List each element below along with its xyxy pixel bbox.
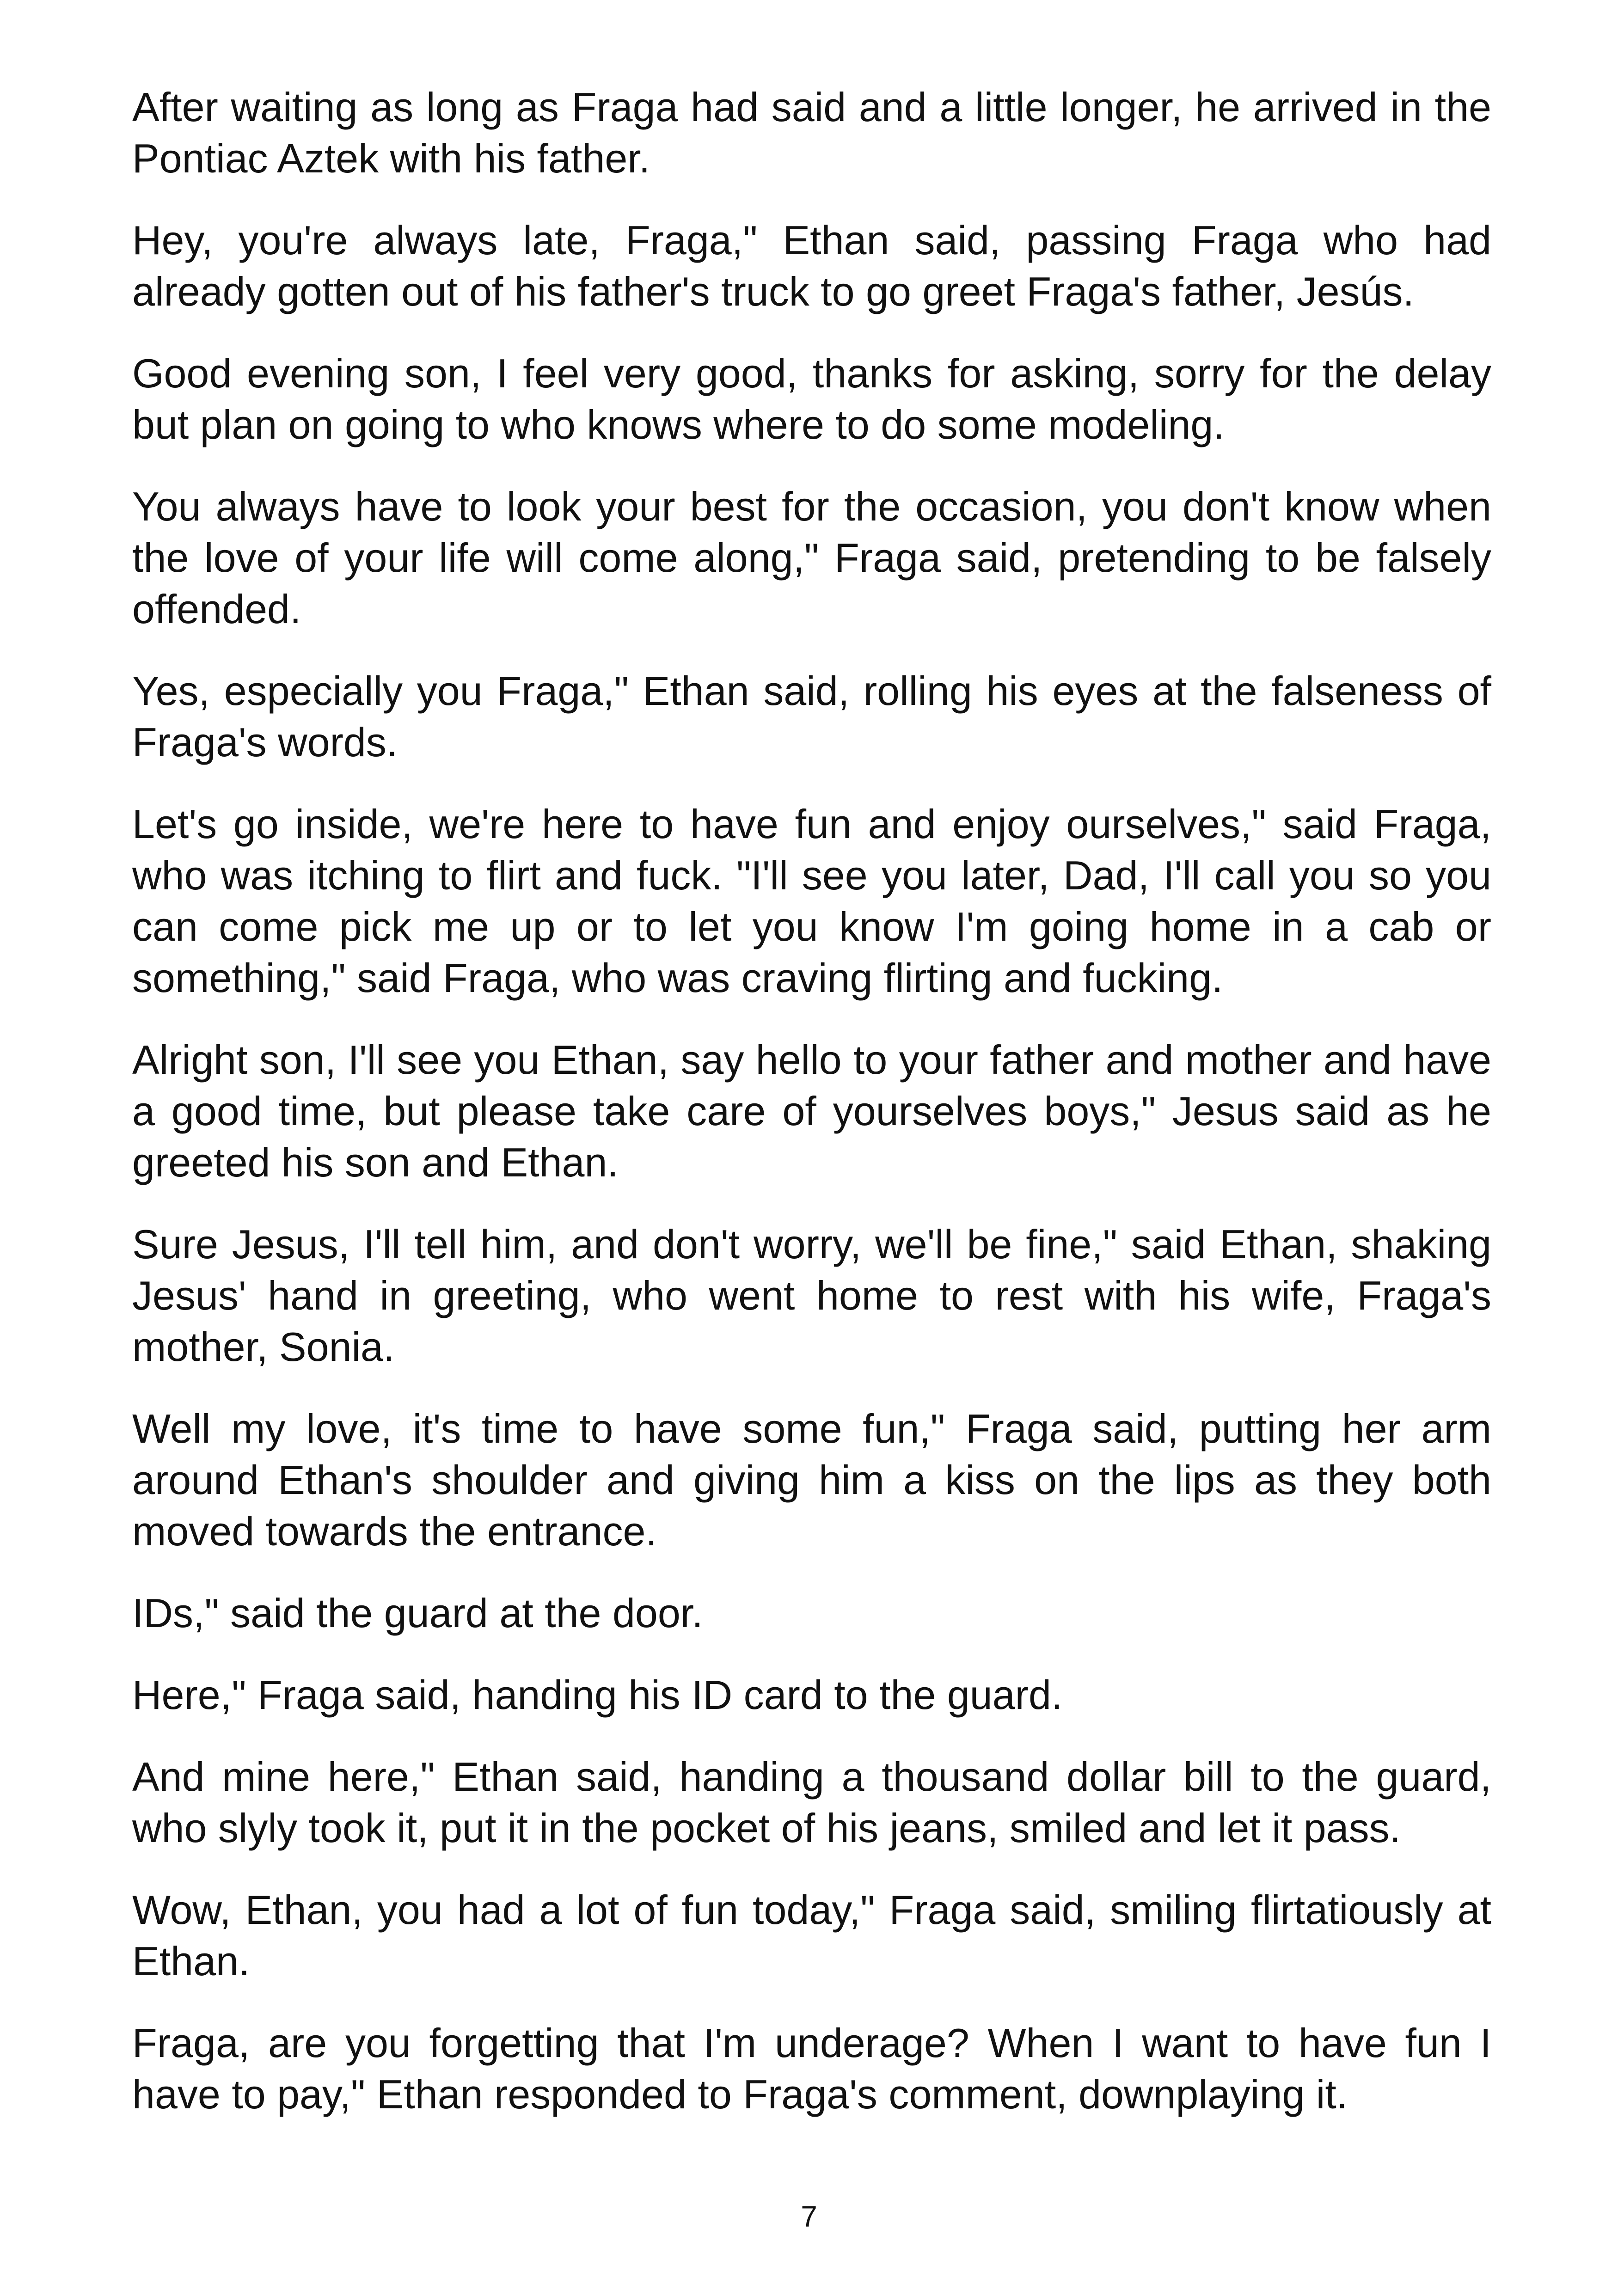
paragraph: Yes, especially you Fraga," Ethan said, rolling his eyes at the falseness of Fraga's words. (132, 668, 1491, 765)
paragraph: IDs," said the guard at the door. (132, 1590, 703, 1636)
paragraph: Let's go inside, we're here to have fun and enjoy ourselves," said Fraga, who was itching to flirt and fuck. "I'll see you later, Dad, I'll call you so you can come pick me up or to let you know I'm going home in a cab or something," said Fraga, who was craving flirting and fucking. (132, 801, 1491, 1001)
paragraph: Alright son, I'll see you Ethan, say hello to your father and mother and have a good time, but please take care of yourselves boys," Jesus said as he greeted his son and Ethan. (132, 1037, 1491, 1185)
page-number: 7 (801, 2200, 817, 2233)
paragraph: Fraga, are you forgetting that I'm underage? When I want to have fun I have to pay," Ethan responded to Fraga's comment, downplaying it. (132, 2020, 1491, 2117)
paragraph: After waiting as long as Fraga had said and a little longer, he arrived in the Pontiac Aztek with his father. (132, 84, 1491, 181)
paragraph: Here," Fraga said, handing his ID card to the guard. (132, 1672, 1063, 1718)
paragraph: Hey, you're always late, Fraga," Ethan said, passing Fraga who had already gotten out of his father's truck to go greet Fraga's father, Jesús. (132, 217, 1491, 314)
paragraph: Well my love, it's time to have some fun," Fraga said, putting her arm around Ethan's shoulder and giving him a kiss on the lips as they both moved towards the entrance. (132, 1406, 1491, 1554)
paragraph: Wow, Ethan, you had a lot of fun today," Fraga said, smiling flirtatiously at Ethan. (132, 1887, 1491, 1984)
paragraph: And mine here," Ethan said, handing a thousand dollar bill to the guard, who slyly took it, put it in the pocket of his jeans, smiled and let it pass. (132, 1754, 1491, 1851)
body-text (132, 81, 1491, 2150)
paragraph: Sure Jesus, I'll tell him, and don't worry, we'll be fine," said Ethan, shaking Jesus' hand in greeting, who went home to rest with his wife, Fraga's mother, Sonia. (132, 1221, 1491, 1370)
paragraph: Good evening son, I feel very good, thanks for asking, sorry for the delay but plan on going to who knows where to do some modeling. (132, 350, 1491, 447)
paragraph: You always have to look your best for the occasion, you don't know when the love of your life will come along," Fraga said, pretending to be falsely offended. (132, 484, 1491, 632)
